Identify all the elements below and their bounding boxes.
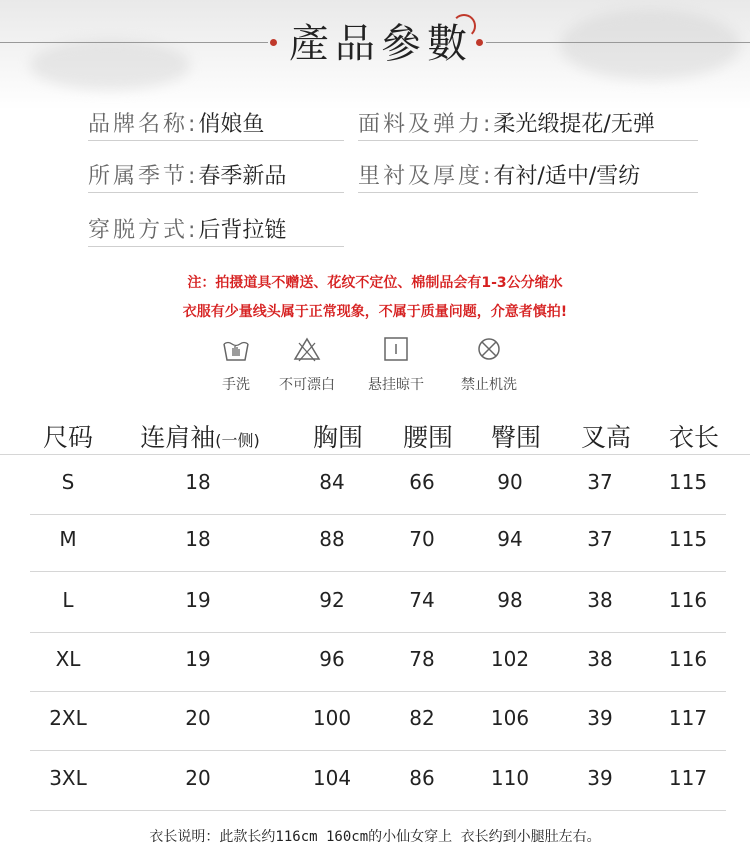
cell-hip: 102: [490, 647, 530, 671]
cell-sleeve: 19: [185, 588, 211, 612]
hand-wash-icon: [221, 334, 251, 364]
param-value: 俏娘鱼: [198, 111, 265, 137]
param-label: 品牌名称:: [88, 111, 199, 137]
cell-size: S: [61, 470, 75, 494]
care-label: 禁止机洗: [461, 377, 517, 393]
size-table-header: [0, 418, 750, 455]
cell-sleeve: 20: [185, 766, 211, 790]
cell-length: 115: [668, 527, 708, 551]
param-lining: [358, 156, 698, 193]
title-rule-left: [0, 42, 268, 43]
param-closure: [88, 210, 344, 247]
cell-bust: 100: [312, 706, 352, 730]
length-note: 衣长说明：此款长约116cm 160cm的小仙女穿上 衣长约到小腿肚左右。: [149, 829, 601, 845]
cell-size: 2XL: [49, 706, 87, 730]
cell-waist: 66: [409, 470, 435, 494]
cell-bust: 104: [312, 766, 352, 790]
title-dot-left: [270, 39, 277, 46]
cell-size: L: [62, 588, 74, 612]
notice-line-2: 衣服有少量线头属于正常现象，不属于质量问题，介意者慎拍!: [182, 304, 568, 320]
cell-size: 3XL: [49, 766, 87, 790]
title-rule-right: [486, 42, 750, 43]
header-sleeve-suffix: (一侧): [215, 431, 260, 450]
care-label: 悬挂晾干: [368, 377, 424, 393]
notice-line-1: 注：拍摄道具不赠送、花纹不定位、棉制品会有1-3公分缩水: [187, 275, 563, 291]
care-no-machine-wash: [434, 334, 544, 394]
cell-hip: 110: [490, 766, 530, 790]
header-waist: 腰围: [402, 423, 453, 452]
cell-length: 117: [668, 706, 708, 730]
param-value: 有衬/适中/雪纺: [493, 163, 641, 189]
param-label: 穿脱方式:: [88, 217, 199, 243]
param-label: 里衬及厚度:: [358, 163, 494, 189]
param-value: 柔光缎提花/无弹: [493, 111, 655, 137]
cell-length: 116: [668, 588, 708, 612]
cell-sleeve: 18: [185, 470, 211, 494]
header-hip: 臀围: [490, 423, 541, 452]
hang-dry-icon: [381, 334, 411, 364]
param-label: 所属季节:: [88, 163, 199, 189]
cell-sleeve: 18: [185, 527, 211, 551]
param-label: 面料及弹力:: [358, 111, 494, 137]
cell-slit-height: 37: [587, 470, 613, 494]
cell-bust: 96: [319, 647, 345, 671]
cell-slit-height: 39: [587, 766, 613, 790]
cell-bust: 88: [319, 527, 345, 551]
table-row: [30, 455, 726, 515]
param-season: [88, 156, 344, 193]
param-value: 春季新品: [198, 163, 287, 189]
table-row: [30, 751, 726, 811]
cell-hip: 106: [490, 706, 530, 730]
header-sleeve-label: 连肩袖: [140, 423, 216, 452]
param-value: 后背拉链: [198, 217, 287, 243]
seal-icon: [452, 14, 476, 38]
cell-waist: 82: [409, 706, 435, 730]
cell-size: XL: [55, 647, 81, 671]
cell-hip: 90: [497, 470, 523, 494]
mist-decoration: [560, 10, 740, 80]
cell-slit-height: 37: [587, 527, 613, 551]
param-fabric: [358, 104, 698, 141]
cell-slit-height: 38: [587, 647, 613, 671]
param-brand: [88, 104, 344, 141]
cell-sleeve: 20: [185, 706, 211, 730]
cell-waist: 70: [409, 527, 435, 551]
cell-bust: 84: [319, 470, 345, 494]
cell-slit-height: 39: [587, 706, 613, 730]
header-slit-height: 叉高: [580, 423, 631, 452]
header-size: 尺码: [42, 423, 93, 452]
cell-length: 115: [668, 470, 708, 494]
care-label: 不可漂白: [279, 377, 335, 393]
no-machine-wash-icon: [474, 334, 504, 364]
cell-hip: 98: [497, 588, 523, 612]
cell-length: 117: [668, 766, 708, 790]
table-row: [30, 512, 726, 572]
cell-waist: 86: [409, 766, 435, 790]
cell-waist: 78: [409, 647, 435, 671]
cell-hip: 94: [497, 527, 523, 551]
cell-waist: 74: [409, 588, 435, 612]
mist-decoration: [30, 40, 190, 90]
care-label: 手洗: [222, 377, 250, 393]
table-row: [30, 632, 726, 692]
table-row: [30, 691, 726, 751]
cell-slit-height: 38: [587, 588, 613, 612]
no-bleach-icon: [292, 334, 322, 364]
cell-length: 116: [668, 647, 708, 671]
cell-size: M: [59, 527, 77, 551]
header-bust: 胸围: [312, 423, 363, 452]
header-sleeve: [120, 418, 280, 454]
cell-bust: 92: [319, 588, 345, 612]
cell-sleeve: 19: [185, 647, 211, 671]
title-dot-right: [476, 39, 483, 46]
table-row: [30, 573, 726, 633]
page-title: 產品參數: [289, 21, 473, 67]
header-length: 衣长: [668, 423, 719, 452]
